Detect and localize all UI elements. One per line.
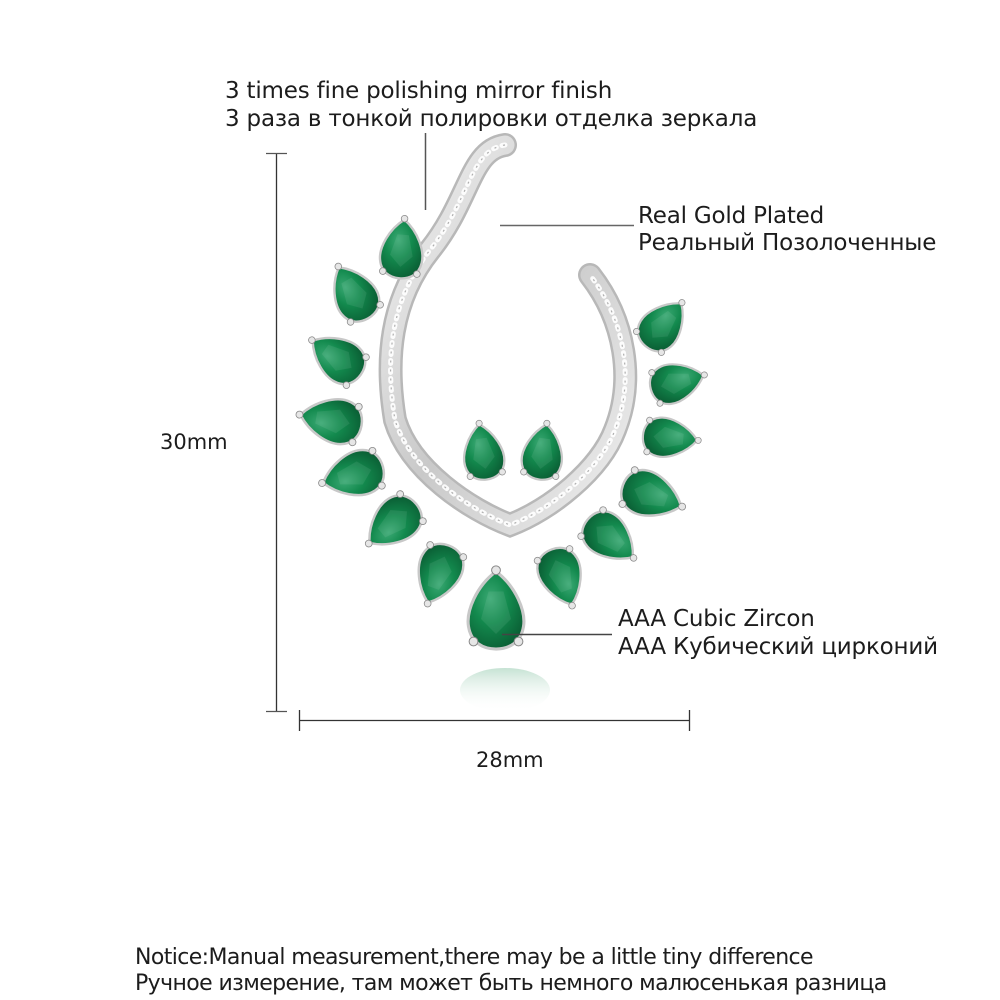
- green-stones: [292, 214, 712, 649]
- width-dimension-line: [299, 710, 690, 731]
- height-dimension-line: [266, 153, 287, 712]
- notice-ru: Ручное измерение, там может быть немного малюсенькая разница: [135, 971, 887, 996]
- finish-callout-en: 3 times fine polishing mirror finish: [225, 78, 613, 104]
- plating-callout-en: Real Gold Plated: [638, 203, 825, 229]
- stone-callout-en: AAA Cubic Zircon: [618, 606, 815, 632]
- stone-callout-ru: AAA Кубический цирконий: [618, 634, 938, 660]
- notice-en: Notice:Manual measurement,there may be a little tiny difference: [135, 945, 813, 970]
- finish-callout-ru: 3 раза в тонкой полировки отделка зеркала: [225, 106, 758, 132]
- width-dimension-label: 28mm: [476, 748, 544, 772]
- reflection-shadow: [460, 668, 550, 712]
- plating-callout-ru: Реальный Позолоченные: [638, 230, 937, 256]
- height-dimension-label: 30mm: [160, 430, 228, 454]
